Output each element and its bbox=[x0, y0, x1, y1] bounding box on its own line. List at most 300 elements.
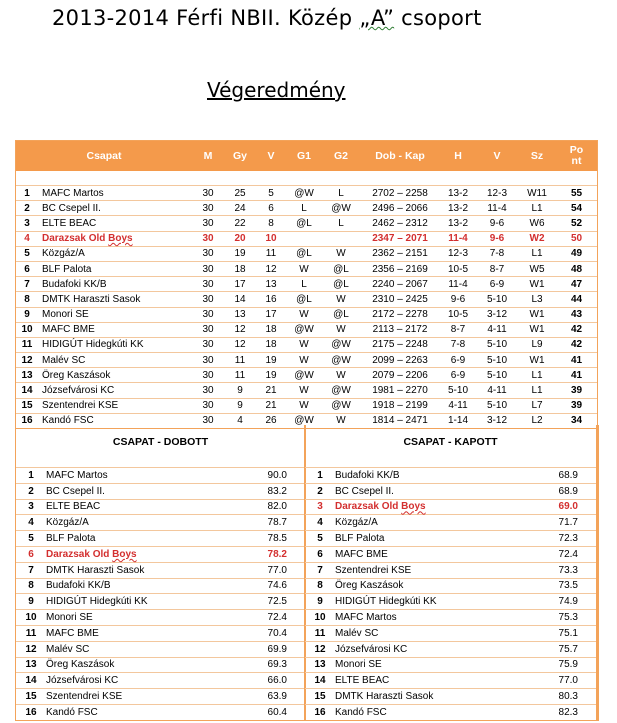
streak-cell: W1 bbox=[518, 322, 556, 337]
game2-cell: @W bbox=[322, 201, 360, 216]
header-m: M bbox=[192, 141, 224, 171]
points-scored-allowed-cell: 1918 – 2199 bbox=[360, 398, 440, 413]
table-row bbox=[305, 673, 596, 689]
wins-cell: 9 bbox=[224, 383, 256, 398]
home-record-cell: 12-3 bbox=[440, 246, 476, 261]
average-cell: 70.4 bbox=[227, 625, 305, 641]
game2-cell: @L bbox=[322, 307, 360, 322]
team-cell: Monori SE bbox=[38, 307, 192, 322]
game2-cell bbox=[322, 231, 360, 246]
average-cell: 90.0 bbox=[227, 468, 305, 484]
team-cell: BLF Palota bbox=[335, 531, 518, 547]
page-title bbox=[52, 6, 482, 30]
game2-cell: L bbox=[322, 186, 360, 201]
matches-cell: 30 bbox=[192, 307, 224, 322]
matches-cell: 30 bbox=[192, 292, 224, 307]
rank-cell: 6 bbox=[16, 261, 38, 276]
game1-cell: L bbox=[286, 277, 322, 292]
rank-cell: 3 bbox=[305, 499, 335, 515]
rank-cell: 11 bbox=[16, 337, 38, 352]
table-row bbox=[16, 704, 305, 719]
points-scored-allowed-cell: 2240 – 2067 bbox=[360, 277, 440, 292]
matches-cell: 30 bbox=[192, 231, 224, 246]
streak-cell: L1 bbox=[518, 246, 556, 261]
kapott-table bbox=[304, 425, 599, 721]
points-scored-allowed-cell: 2356 – 2169 bbox=[360, 261, 440, 276]
average-cell: 72.4 bbox=[227, 610, 305, 626]
table-row bbox=[16, 216, 597, 231]
wins-cell: 24 bbox=[224, 201, 256, 216]
team-cell: Monori SE bbox=[335, 657, 518, 673]
rank-cell: 2 bbox=[16, 483, 46, 499]
table-row bbox=[16, 277, 597, 292]
matches-cell: 30 bbox=[192, 322, 224, 337]
home-record-cell: 5-10 bbox=[440, 383, 476, 398]
rank-cell: 6 bbox=[305, 546, 335, 562]
table-row bbox=[16, 673, 305, 689]
table-row bbox=[305, 562, 596, 578]
page-subtitle: Végeredmény bbox=[207, 78, 346, 102]
rank-cell: 12 bbox=[16, 353, 38, 368]
losses-cell: 16 bbox=[256, 292, 286, 307]
losses-cell: 6 bbox=[256, 201, 286, 216]
game1-cell: W bbox=[286, 307, 322, 322]
team-cell: MAFC Martos bbox=[335, 610, 518, 626]
table-row bbox=[16, 641, 305, 657]
average-cell: 72.3 bbox=[518, 531, 596, 547]
average-cell: 74.9 bbox=[518, 594, 596, 610]
table-row bbox=[16, 499, 305, 515]
team-cell: Darazsak Old Boys bbox=[46, 546, 227, 562]
wins-cell: 12 bbox=[224, 337, 256, 352]
table-row bbox=[16, 261, 597, 276]
streak-cell: L9 bbox=[518, 337, 556, 352]
rank-cell: 14 bbox=[16, 673, 46, 689]
team-cell: Kandó FSC bbox=[38, 413, 192, 428]
table-row bbox=[305, 515, 596, 531]
team-cell: HIDIGÚT Hidegkúti KK bbox=[46, 594, 227, 610]
team-points-cell: 42 bbox=[556, 337, 597, 352]
away-record-cell: 6-9 bbox=[476, 277, 518, 292]
points-scored-allowed-cell: 2175 – 2248 bbox=[360, 337, 440, 352]
streak-cell: W11 bbox=[518, 186, 556, 201]
rank-cell: 4 bbox=[16, 515, 46, 531]
wins-cell: 11 bbox=[224, 353, 256, 368]
rank-cell: 5 bbox=[16, 531, 46, 547]
average-cell: 60.4 bbox=[227, 704, 305, 719]
team-cell: Öreg Kaszások bbox=[38, 368, 192, 383]
rank-cell: 7 bbox=[16, 562, 46, 578]
streak-cell: W6 bbox=[518, 216, 556, 231]
table-row bbox=[16, 546, 305, 562]
game1-cell: W bbox=[286, 398, 322, 413]
away-record-cell: 5-10 bbox=[476, 292, 518, 307]
table-row bbox=[305, 625, 596, 641]
rank-cell: 8 bbox=[16, 578, 46, 594]
table-row bbox=[305, 594, 596, 610]
streak-cell: L1 bbox=[518, 383, 556, 398]
home-record-cell: 6-9 bbox=[440, 368, 476, 383]
streak-cell: W1 bbox=[518, 277, 556, 292]
game2-cell: W bbox=[322, 322, 360, 337]
team-cell: Közgáz/A bbox=[335, 515, 518, 531]
average-cell: 66.0 bbox=[227, 673, 305, 689]
home-record-cell: 13-2 bbox=[440, 201, 476, 216]
team-cell: Szentendrei KSE bbox=[38, 398, 192, 413]
home-record-cell: 10-5 bbox=[440, 261, 476, 276]
team-points-cell: 39 bbox=[556, 398, 597, 413]
team-cell: Szentendrei KSE bbox=[46, 689, 227, 705]
average-cell: 72.4 bbox=[518, 546, 596, 562]
rank-cell: 5 bbox=[305, 531, 335, 547]
average-cell: 73.5 bbox=[518, 578, 596, 594]
average-cell: 75.9 bbox=[518, 657, 596, 673]
team-cell: DMTK Haraszti Sasok bbox=[46, 562, 227, 578]
average-cell: 83.2 bbox=[227, 483, 305, 499]
average-cell: 68.9 bbox=[518, 468, 596, 484]
team-points-cell: 55 bbox=[556, 186, 597, 201]
away-record-cell: 8-7 bbox=[476, 261, 518, 276]
average-cell: 69.9 bbox=[227, 641, 305, 657]
game1-cell: L bbox=[286, 201, 322, 216]
game2-cell: @W bbox=[322, 337, 360, 352]
table-row bbox=[16, 201, 597, 216]
rank-cell: 14 bbox=[16, 383, 38, 398]
streak-cell: L1 bbox=[518, 201, 556, 216]
table-row bbox=[16, 368, 597, 383]
team-points-cell: 52 bbox=[556, 216, 597, 231]
header-csapat: Csapat bbox=[16, 141, 192, 171]
team-points-cell: 43 bbox=[556, 307, 597, 322]
rank-cell: 1 bbox=[16, 186, 38, 201]
game1-cell: @L bbox=[286, 292, 322, 307]
team-cell: Malév SC bbox=[46, 641, 227, 657]
home-record-cell: 4-11 bbox=[440, 398, 476, 413]
average-cell: 80.3 bbox=[518, 689, 596, 705]
team-cell: Öreg Kaszások bbox=[335, 578, 518, 594]
rank-cell: 9 bbox=[305, 594, 335, 610]
table-row bbox=[16, 322, 597, 337]
streak-cell: W1 bbox=[518, 307, 556, 322]
table-row bbox=[305, 499, 596, 515]
away-record-cell: 5-10 bbox=[476, 337, 518, 352]
rank-cell: 15 bbox=[16, 398, 38, 413]
rank-cell: 8 bbox=[305, 578, 335, 594]
team-cell: MAFC BME bbox=[46, 625, 227, 641]
table-row bbox=[16, 292, 597, 307]
average-cell: 82.3 bbox=[518, 704, 596, 719]
game2-cell: W bbox=[322, 246, 360, 261]
team-cell: ELTE BEAC bbox=[38, 216, 192, 231]
game2-cell: @L bbox=[322, 277, 360, 292]
points-scored-allowed-cell: 2172 – 2278 bbox=[360, 307, 440, 322]
table-row bbox=[16, 468, 305, 484]
table-row bbox=[16, 307, 597, 322]
away-record-cell: 5-10 bbox=[476, 368, 518, 383]
matches-cell: 30 bbox=[192, 413, 224, 428]
home-record-cell: 11-4 bbox=[440, 277, 476, 292]
losses-cell: 10 bbox=[256, 231, 286, 246]
rank-cell: 1 bbox=[305, 468, 335, 484]
away-record-cell: 9-6 bbox=[476, 231, 518, 246]
home-record-cell: 11-4 bbox=[440, 231, 476, 246]
team-cell: Szentendrei KSE bbox=[335, 562, 518, 578]
table-row bbox=[16, 625, 305, 641]
wins-cell: 19 bbox=[224, 246, 256, 261]
rank-cell: 6 bbox=[16, 546, 46, 562]
team-points-cell: 41 bbox=[556, 353, 597, 368]
average-cell: 78.2 bbox=[227, 546, 305, 562]
losses-cell: 21 bbox=[256, 398, 286, 413]
average-cell: 71.7 bbox=[518, 515, 596, 531]
table-row bbox=[16, 231, 597, 246]
team-cell: Monori SE bbox=[46, 610, 227, 626]
team-cell: ELTE BEAC bbox=[335, 673, 518, 689]
header-g2: G2 bbox=[322, 141, 360, 171]
game1-cell: W bbox=[286, 337, 322, 352]
team-points-cell: 41 bbox=[556, 368, 597, 383]
game2-cell: @L bbox=[322, 261, 360, 276]
game1-cell: @L bbox=[286, 216, 322, 231]
team-cell: BLF Palota bbox=[38, 261, 192, 276]
team-cell: DMTK Haraszti Sasok bbox=[38, 292, 192, 307]
losses-cell: 8 bbox=[256, 216, 286, 231]
standings-header bbox=[16, 141, 597, 171]
team-cell: Józsefvárosi KC bbox=[335, 641, 518, 657]
table-row bbox=[16, 383, 597, 398]
standings-table bbox=[15, 140, 598, 429]
home-record-cell: 9-6 bbox=[440, 292, 476, 307]
game1-cell bbox=[286, 231, 322, 246]
average-cell: 69.0 bbox=[518, 499, 596, 515]
wins-cell: 25 bbox=[224, 186, 256, 201]
game2-cell: @W bbox=[322, 398, 360, 413]
losses-cell: 11 bbox=[256, 246, 286, 261]
rank-cell: 12 bbox=[305, 641, 335, 657]
team-cell: Kandó FSC bbox=[46, 704, 227, 719]
rank-cell: 3 bbox=[16, 216, 38, 231]
rank-cell: 5 bbox=[16, 246, 38, 261]
points-scored-allowed-cell: 2702 – 2258 bbox=[360, 186, 440, 201]
rank-cell: 2 bbox=[16, 201, 38, 216]
team-cell: Malév SC bbox=[335, 625, 518, 641]
wins-cell: 18 bbox=[224, 261, 256, 276]
away-record-cell: 5-10 bbox=[476, 353, 518, 368]
header-h: H bbox=[440, 141, 476, 171]
team-cell: MAFC BME bbox=[38, 322, 192, 337]
average-cell: 75.1 bbox=[518, 625, 596, 641]
average-cell: 72.5 bbox=[227, 594, 305, 610]
dobott-table bbox=[15, 425, 306, 721]
away-record-cell: 3-12 bbox=[476, 307, 518, 322]
team-cell: Darazsak Old Boys bbox=[335, 499, 518, 515]
table-row bbox=[16, 515, 305, 531]
game1-cell: W bbox=[286, 383, 322, 398]
points-scored-allowed-cell: 2079 – 2206 bbox=[360, 368, 440, 383]
team-cell: BLF Palota bbox=[46, 531, 227, 547]
rank-cell: 13 bbox=[16, 368, 38, 383]
header-dobkap: Dob - Kap bbox=[360, 141, 440, 171]
header-pont: Po nt bbox=[556, 141, 597, 171]
table-row bbox=[305, 641, 596, 657]
team-cell: Józsefvárosi KC bbox=[46, 673, 227, 689]
average-cell: 73.3 bbox=[518, 562, 596, 578]
table-row bbox=[305, 531, 596, 547]
streak-cell: L2 bbox=[518, 413, 556, 428]
rank-cell: 16 bbox=[16, 413, 38, 428]
losses-cell: 18 bbox=[256, 322, 286, 337]
standings-body bbox=[16, 171, 597, 428]
matches-cell: 30 bbox=[192, 246, 224, 261]
rank-cell: 13 bbox=[305, 657, 335, 673]
rank-cell: 4 bbox=[305, 515, 335, 531]
team-cell: DMTK Haraszti Sasok bbox=[335, 689, 518, 705]
average-cell: 82.0 bbox=[227, 499, 305, 515]
away-record-cell: 12-3 bbox=[476, 186, 518, 201]
game1-cell: @W bbox=[286, 322, 322, 337]
away-record-cell: 4-11 bbox=[476, 383, 518, 398]
game2-cell: L bbox=[322, 216, 360, 231]
average-cell: 74.6 bbox=[227, 578, 305, 594]
header-g1: G1 bbox=[286, 141, 322, 171]
away-record-cell: 4-11 bbox=[476, 322, 518, 337]
wins-cell: 4 bbox=[224, 413, 256, 428]
game2-cell: W bbox=[322, 292, 360, 307]
team-cell: HIDIGÚT Hidegkúti KK bbox=[335, 594, 518, 610]
team-cell: MAFC Martos bbox=[46, 468, 227, 484]
wins-cell: 12 bbox=[224, 322, 256, 337]
wins-cell: 13 bbox=[224, 307, 256, 322]
matches-cell: 30 bbox=[192, 368, 224, 383]
team-points-cell: 42 bbox=[556, 322, 597, 337]
away-record-cell: 5-10 bbox=[476, 398, 518, 413]
rank-cell: 15 bbox=[16, 689, 46, 705]
table-row bbox=[16, 594, 305, 610]
team-cell: Malév SC bbox=[38, 353, 192, 368]
title-quoted: „A” bbox=[359, 6, 395, 30]
team-cell: BC Csepel II. bbox=[38, 201, 192, 216]
average-cell: 78.5 bbox=[227, 531, 305, 547]
table-row bbox=[16, 578, 305, 594]
matches-cell: 30 bbox=[192, 201, 224, 216]
team-cell: Közgáz/A bbox=[38, 246, 192, 261]
home-record-cell: 8-7 bbox=[440, 322, 476, 337]
wins-cell: 17 bbox=[224, 277, 256, 292]
streak-cell: L7 bbox=[518, 398, 556, 413]
away-record-cell: 3-12 bbox=[476, 413, 518, 428]
streak-cell: W5 bbox=[518, 261, 556, 276]
table-row bbox=[16, 483, 305, 499]
rank-cell: 1 bbox=[16, 468, 46, 484]
table-row bbox=[305, 610, 596, 626]
rank-cell: 10 bbox=[305, 610, 335, 626]
table-row bbox=[16, 610, 305, 626]
kapott-title: CSAPAT - KAPOTT bbox=[403, 436, 498, 448]
matches-cell: 30 bbox=[192, 337, 224, 352]
game2-cell: @W bbox=[322, 383, 360, 398]
team-cell: Budafoki KK/B bbox=[46, 578, 227, 594]
rank-cell: 2 bbox=[305, 483, 335, 499]
points-scored-allowed-cell: 1981 – 2270 bbox=[360, 383, 440, 398]
rank-cell: 14 bbox=[305, 673, 335, 689]
average-cell: 68.9 bbox=[518, 483, 596, 499]
game2-cell: W bbox=[322, 413, 360, 428]
team-cell: HIDIGÚT Hidegkúti KK bbox=[38, 337, 192, 352]
team-cell: Budafoki KK/B bbox=[38, 277, 192, 292]
table-row bbox=[16, 186, 597, 201]
wins-cell: 20 bbox=[224, 231, 256, 246]
streak-cell: L1 bbox=[518, 368, 556, 383]
home-record-cell: 6-9 bbox=[440, 353, 476, 368]
streak-cell: W2 bbox=[518, 231, 556, 246]
points-scored-allowed-cell: 2310 – 2425 bbox=[360, 292, 440, 307]
losses-cell: 26 bbox=[256, 413, 286, 428]
game1-cell: @L bbox=[286, 246, 322, 261]
team-cell: Darazsak Old Boys bbox=[38, 231, 192, 246]
matches-cell: 30 bbox=[192, 261, 224, 276]
losses-cell: 13 bbox=[256, 277, 286, 292]
rank-cell: 7 bbox=[16, 277, 38, 292]
home-record-cell: 1-14 bbox=[440, 413, 476, 428]
team-cell: Öreg Kaszások bbox=[46, 657, 227, 673]
team-points-cell: 48 bbox=[556, 261, 597, 276]
table-row bbox=[16, 562, 305, 578]
rank-cell: 4 bbox=[16, 231, 38, 246]
losses-cell: 19 bbox=[256, 353, 286, 368]
title-pre: 2013-2014 Férfi NBII. Közép bbox=[52, 6, 360, 30]
title-post: csoport bbox=[394, 6, 482, 30]
points-scored-allowed-cell: 2496 – 2066 bbox=[360, 201, 440, 216]
game1-cell: @W bbox=[286, 413, 322, 428]
game1-cell: @W bbox=[286, 368, 322, 383]
table-row bbox=[16, 531, 305, 547]
rank-cell: 11 bbox=[305, 625, 335, 641]
wins-cell: 11 bbox=[224, 368, 256, 383]
points-scored-allowed-cell: 2113 – 2172 bbox=[360, 322, 440, 337]
header-gy: Gy bbox=[224, 141, 256, 171]
team-points-cell: 44 bbox=[556, 292, 597, 307]
average-cell: 77.0 bbox=[227, 562, 305, 578]
rank-cell: 7 bbox=[305, 562, 335, 578]
home-record-cell: 13-2 bbox=[440, 216, 476, 231]
table-row bbox=[16, 657, 305, 673]
rank-cell: 9 bbox=[16, 307, 38, 322]
rank-cell: 11 bbox=[16, 625, 46, 641]
table-row bbox=[305, 657, 596, 673]
team-cell: MAFC BME bbox=[335, 546, 518, 562]
table-row bbox=[16, 689, 305, 705]
matches-cell: 30 bbox=[192, 277, 224, 292]
team-cell: Kandó FSC bbox=[335, 704, 518, 719]
team-cell: Budafoki KK/B bbox=[335, 468, 518, 484]
rank-cell: 16 bbox=[305, 704, 335, 719]
table-row bbox=[305, 546, 596, 562]
wins-cell: 22 bbox=[224, 216, 256, 231]
header-v: V bbox=[256, 141, 286, 171]
average-cell: 77.0 bbox=[518, 673, 596, 689]
wins-cell: 14 bbox=[224, 292, 256, 307]
table-row bbox=[16, 337, 597, 352]
rank-cell: 10 bbox=[16, 610, 46, 626]
team-cell: BC Csepel II. bbox=[46, 483, 227, 499]
losses-cell: 17 bbox=[256, 307, 286, 322]
average-cell: 69.3 bbox=[227, 657, 305, 673]
team-points-cell: 34 bbox=[556, 413, 597, 428]
rank-cell: 8 bbox=[16, 292, 38, 307]
losses-cell: 21 bbox=[256, 383, 286, 398]
streak-cell: W1 bbox=[518, 353, 556, 368]
points-scored-allowed-cell: 2362 – 2151 bbox=[360, 246, 440, 261]
